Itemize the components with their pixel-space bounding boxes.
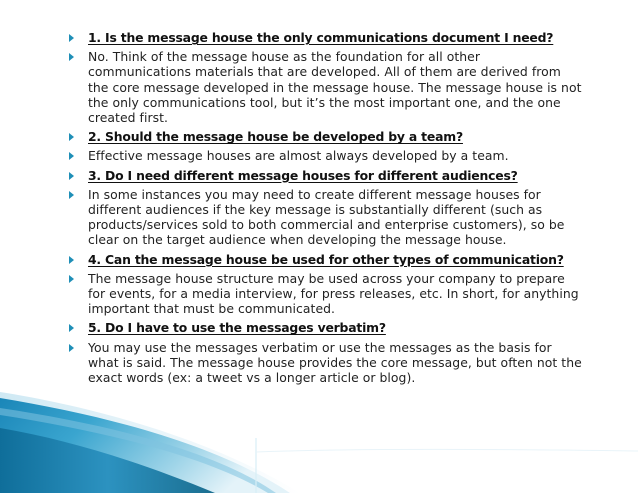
triangle-bullet-icon bbox=[69, 256, 74, 264]
faq-question bbox=[62, 129, 582, 144]
triangle-bullet-icon bbox=[69, 172, 74, 180]
item-text: The message house structure may be used across your company to prepare for events, for a media interview, for press releases, etc. In short, for anything important that must be communicated. bbox=[88, 270, 579, 317]
faq-question bbox=[62, 320, 582, 335]
triangle-bullet-icon bbox=[69, 275, 74, 283]
triangle-bullet-icon bbox=[69, 191, 74, 199]
item-text: 4. Can the message house be used for other types of communication? bbox=[88, 251, 564, 267]
item-text: You may use the messages verbatim or use the messages as the basis for what is said. The message house provides the core message, but often not the exact words (ex: a tweet vs a longer article or blog). bbox=[88, 339, 582, 386]
item-text: No. Think of the message house as the foundation for all other communications materials that are developed. All of them are derived from the core message developed in the message house. The message house is not the only communications tool, but it’s the most important one, and the one created first. bbox=[88, 49, 582, 126]
triangle-bullet-icon bbox=[69, 344, 74, 352]
faq-answer bbox=[62, 148, 582, 163]
faq-answer bbox=[62, 49, 582, 125]
item-text: In some instances you may need to create different message houses for different audiences if the key message is substantially different (such as products/services sold to both commercial and enterprise customers), so be clear on the target audience when developing the message house. bbox=[88, 186, 565, 248]
item-text: 3. Do I need different message houses for different audiences? bbox=[88, 167, 518, 183]
faq-question bbox=[62, 252, 582, 267]
faq-question bbox=[62, 30, 582, 45]
item-text: Effective message houses are almost always developed by a team. bbox=[88, 148, 509, 164]
triangle-bullet-icon bbox=[69, 152, 74, 160]
item-text: 2. Should the message house be developed by a team? bbox=[88, 129, 463, 145]
faq-answer bbox=[62, 271, 582, 317]
triangle-bullet-icon bbox=[69, 324, 74, 332]
triangle-bullet-icon bbox=[69, 133, 74, 141]
item-text: 5. Do I have to use the messages verbatim? bbox=[88, 320, 386, 336]
triangle-bullet-icon bbox=[69, 34, 74, 42]
faq-list bbox=[62, 30, 582, 389]
faq-question bbox=[62, 168, 582, 183]
triangle-bullet-icon bbox=[69, 53, 74, 61]
faq-answer bbox=[62, 340, 582, 386]
item-text: 1. Is the message house the only communications document I need? bbox=[88, 30, 554, 45]
faq-answer bbox=[62, 187, 582, 248]
